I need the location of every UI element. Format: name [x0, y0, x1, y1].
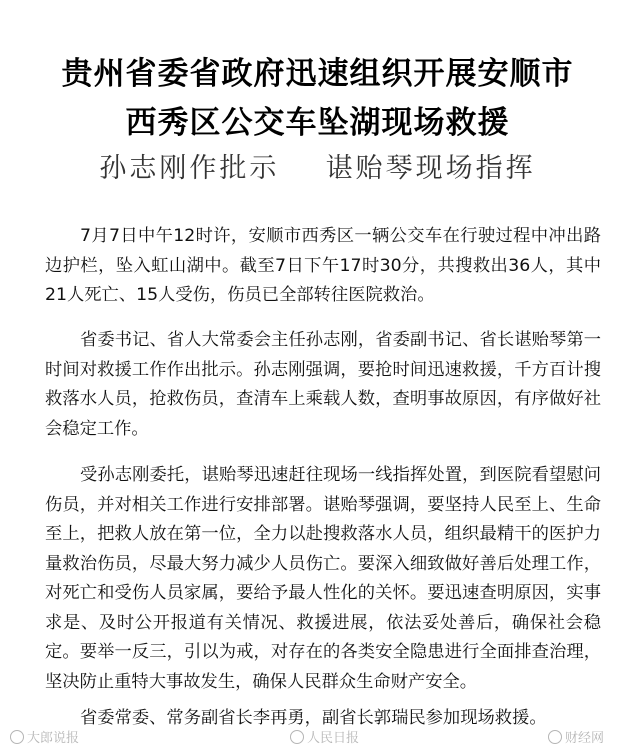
- watermark-center: [290, 730, 359, 748]
- headline-line-2: 西秀区公交车坠湖现场救援: [125, 105, 510, 141]
- paragraph-4: 省委常委、常务副省长李再勇，副省长郭瑞民参加现场救援。: [80, 708, 547, 728]
- watermark-left: [10, 730, 79, 748]
- subtitle: 孙志刚作批示 谌贻琴现场指挥: [99, 153, 536, 184]
- paragraph-3: 受孙志刚委托，谌贻琴迅速赶往现场一线指挥处置，到医院看望慰问伤员，并对相关工作进行安排部署。谌贻琴强调，要坚持人民至上、生命至上，把救人放在第一位，全力以赴搜救落水人员，组织最精干的医护力量救治伤员，尽最大努力减少人员伤亡。要深入细致做好善后处理工作，对死亡和受伤人员家属，要给予最人性化的关怀。要迅速查明原因，实事求是、及时公开报道有关情况、救援进展，依法妥处善后，确保社会稳定。要举一反三，引以为戒，对存在的各类安全隐患进行全面排查治理，坚决防止重特大事故发生，确保人民群众生命财产安全。: [45, 465, 601, 692]
- paragraph-2: 省委书记、省人大常委会主任孙志刚，省委副书记、省长谌贻琴第一时间对救援工作作出批示。孙志刚强调，要抢时间迅速救援，千方百计搜救落水人员，抢救伤员，查清车上乘载人数，查明事故原因，有序做好社会稳定工作。: [45, 330, 601, 439]
- weibo-icon: [290, 730, 304, 744]
- weibo-icon: [10, 730, 24, 744]
- watermark-left-text: 大郎说报: [27, 731, 80, 746]
- watermark-center-text: 人民日报: [307, 731, 360, 746]
- watermark-right: [548, 730, 604, 748]
- paragraph-1: 7月7日中午12时许，安顺市西秀区一辆公交车在行驶过程中冲出路边护栏，坠入虹山湖中。截至7日下午17时30分，共搜救出36人，其中21人死亡、15人受伤，伤员已全部转往医院救治。: [45, 226, 601, 305]
- headline-line-1: 贵州省委省政府迅速组织开展安顺市: [61, 56, 574, 92]
- watermark-right-text: 财经网: [565, 731, 605, 746]
- weibo-icon: [548, 730, 562, 744]
- watermark-bar: [0, 727, 635, 753]
